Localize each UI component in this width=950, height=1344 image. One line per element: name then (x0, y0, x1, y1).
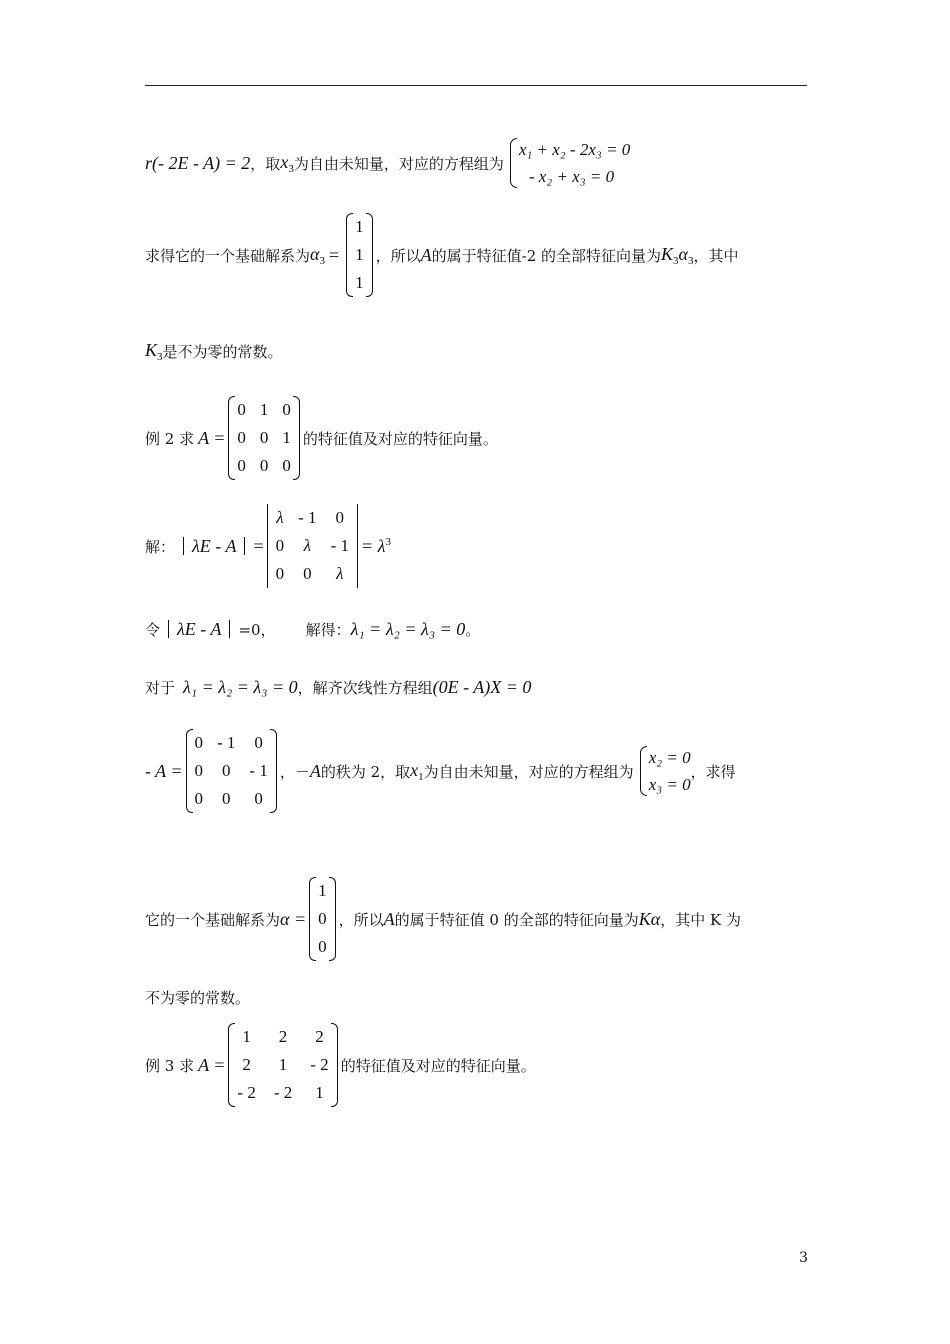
text: =0， (238, 620, 276, 639)
text: 是不为零的常数。 (162, 342, 283, 361)
system-row: x₂ = 0 (648, 748, 691, 767)
matrix-neg-a (186, 729, 277, 813)
matrix-cell: 0 (282, 456, 291, 475)
matrix-cell: 1 (282, 428, 291, 447)
vector-cell: 1 (355, 273, 364, 292)
matrix-a3 (228, 1023, 337, 1107)
matrix-cell: - 1 (217, 733, 236, 752)
text: 的秩为 2，取 (320, 762, 411, 781)
header-rule (145, 85, 807, 86)
system-row: x₁ + x₂ - 2x₃ = 0 (518, 140, 631, 159)
lambda-cubed: = $\lambda^3$ (360, 535, 391, 556)
det-cell: 0 (275, 536, 285, 555)
matrix-cell: 1 (242, 1027, 251, 1046)
k3-alpha3: $K_3\alpha_3$ (661, 243, 694, 267)
rank-equation: r(- 2E - A) = 2 (145, 152, 251, 173)
det-cell: 0 (303, 564, 312, 583)
matrix-cell: 0 (282, 400, 291, 419)
text: 令 (145, 620, 161, 639)
matrix-cell: - 1 (249, 761, 268, 780)
text: 。 (465, 620, 481, 639)
matrix-symbol: A (309, 760, 321, 781)
matrix-cell: 0 (237, 456, 246, 475)
matrix-cell: 2 (278, 1027, 288, 1046)
det-cell: - 1 (298, 508, 317, 527)
matrix-cell: 0 (237, 428, 246, 447)
equation-system (637, 744, 691, 798)
text: 的特征值及对应的特征向量。 (340, 1056, 536, 1075)
char-expression: λE - A (177, 618, 222, 639)
char-expression: λE - A (192, 535, 237, 556)
text: ，其中 K 为 (660, 910, 741, 929)
line-nonzero (145, 984, 250, 1010)
equation-system (507, 136, 630, 190)
matrix-cell: - 2 (310, 1055, 329, 1074)
matrix-lhs: A = (198, 427, 226, 448)
eigenvalues: λ₁ = λ₂ = λ₃ = 0 (350, 618, 466, 639)
text: ，解齐次线性方程组 (297, 678, 433, 697)
vector-alpha3 (346, 213, 373, 297)
system-row: x₃ = 0 (648, 775, 691, 794)
matrix-cell: 0 (254, 733, 263, 752)
vector-cell: 1 (355, 217, 364, 236)
matrix-cell: 1 (259, 400, 269, 419)
eigenvalues: λ₁ = λ₂ = λ₃ = 0 (183, 676, 298, 697)
text: ，所以 (375, 246, 421, 265)
det-cell: λ (303, 536, 312, 555)
vector-cell: 1 (318, 881, 327, 900)
det-cell: λ (336, 564, 344, 583)
example-label: 例 2 求 (145, 429, 195, 448)
matrix-cell: - 2 (273, 1083, 293, 1102)
free-variable: $x_1$ (410, 759, 424, 783)
abs-bar (244, 537, 245, 555)
matrix-a (228, 396, 300, 480)
vector-cell: 0 (318, 909, 327, 928)
abs-bar (168, 620, 169, 638)
line-for (145, 672, 531, 702)
text: 的属于特征值 0 的全部的特征向量为 (394, 910, 639, 929)
abs-bar (183, 537, 184, 555)
text: ，其中 (693, 246, 739, 265)
matrix-cell: 0 (254, 789, 263, 808)
equals: = (328, 244, 340, 265)
matrix-cell: 0 (221, 761, 231, 780)
vector-cell: 0 (318, 937, 327, 956)
matrix-symbol: A (383, 908, 395, 929)
matrix-cell: 0 (194, 789, 203, 808)
example-2 (145, 395, 498, 481)
k3: $K_3$ (145, 339, 163, 363)
matrix-cell: 2 (242, 1055, 251, 1074)
solution-label: 解： (145, 537, 176, 556)
vector-cell: 1 (355, 245, 364, 264)
vector-alpha (309, 877, 336, 961)
matrix-cell: 0 (259, 456, 269, 475)
matrix-cell: 1 (315, 1083, 324, 1102)
line-basis-alpha (145, 876, 741, 962)
matrix-cell: 0 (237, 400, 246, 419)
free-variable: $x_3$ (280, 151, 294, 175)
text: ，取 (250, 154, 281, 173)
solution-determinant (145, 503, 391, 589)
det-cell: λ (276, 508, 284, 527)
text: ，所以 (338, 910, 384, 929)
line-let (145, 614, 480, 644)
matrix-lhs: A = (198, 1054, 226, 1075)
text: 解得： (305, 620, 351, 639)
example-3 (145, 1022, 536, 1108)
matrix-cell: 2 (315, 1027, 324, 1046)
line-basis-alpha3 (145, 212, 739, 298)
det-cell: 0 (335, 508, 345, 527)
text: 不为零的常数。 (145, 988, 251, 1007)
line-rank-system (145, 136, 630, 190)
line-k3-nonzero (145, 338, 283, 364)
matrix-symbol: A (420, 244, 432, 265)
alpha3: $\alpha_3$ (310, 243, 325, 267)
matrix-cell: 0 (221, 789, 231, 808)
text: 为自由未知量，对应的方程组为 (293, 154, 504, 173)
homogeneous-equation: (0E - A)X = 0 (432, 676, 532, 697)
det-cell: - 1 (330, 536, 349, 555)
page-number: 3 (799, 1250, 808, 1266)
det-cell: 0 (275, 564, 285, 583)
alpha: α = (280, 908, 307, 929)
matrix-cell: 0 (194, 761, 203, 780)
matrix-cell: 0 (259, 428, 269, 447)
text: 的特征值及对应的特征向量。 (302, 429, 498, 448)
matrix-lhs: - A = (145, 760, 183, 781)
text: 对于 (145, 678, 176, 697)
abs-bar (229, 620, 230, 638)
text: ，－ (279, 762, 310, 781)
text: ，求得 (690, 762, 736, 781)
text: 它的一个基础解系为 (145, 910, 281, 929)
matrix-cell: 0 (194, 733, 203, 752)
system-row: - x₂ + x₃ = 0 (528, 167, 615, 186)
text: 为自由未知量，对应的方程组为 (423, 762, 634, 781)
equals: = (253, 535, 264, 556)
text: 的属于特征值-2 的全部特征向量为 (431, 246, 662, 265)
text: 求得它的一个基础解系为 (145, 246, 311, 265)
k-alpha: Kα (638, 908, 661, 929)
matrix-cell: - 2 (237, 1083, 256, 1102)
example-label: 例 3 求 (145, 1056, 195, 1075)
line-neg-a (145, 728, 736, 814)
matrix-cell: 1 (278, 1055, 288, 1074)
determinant (267, 504, 358, 588)
